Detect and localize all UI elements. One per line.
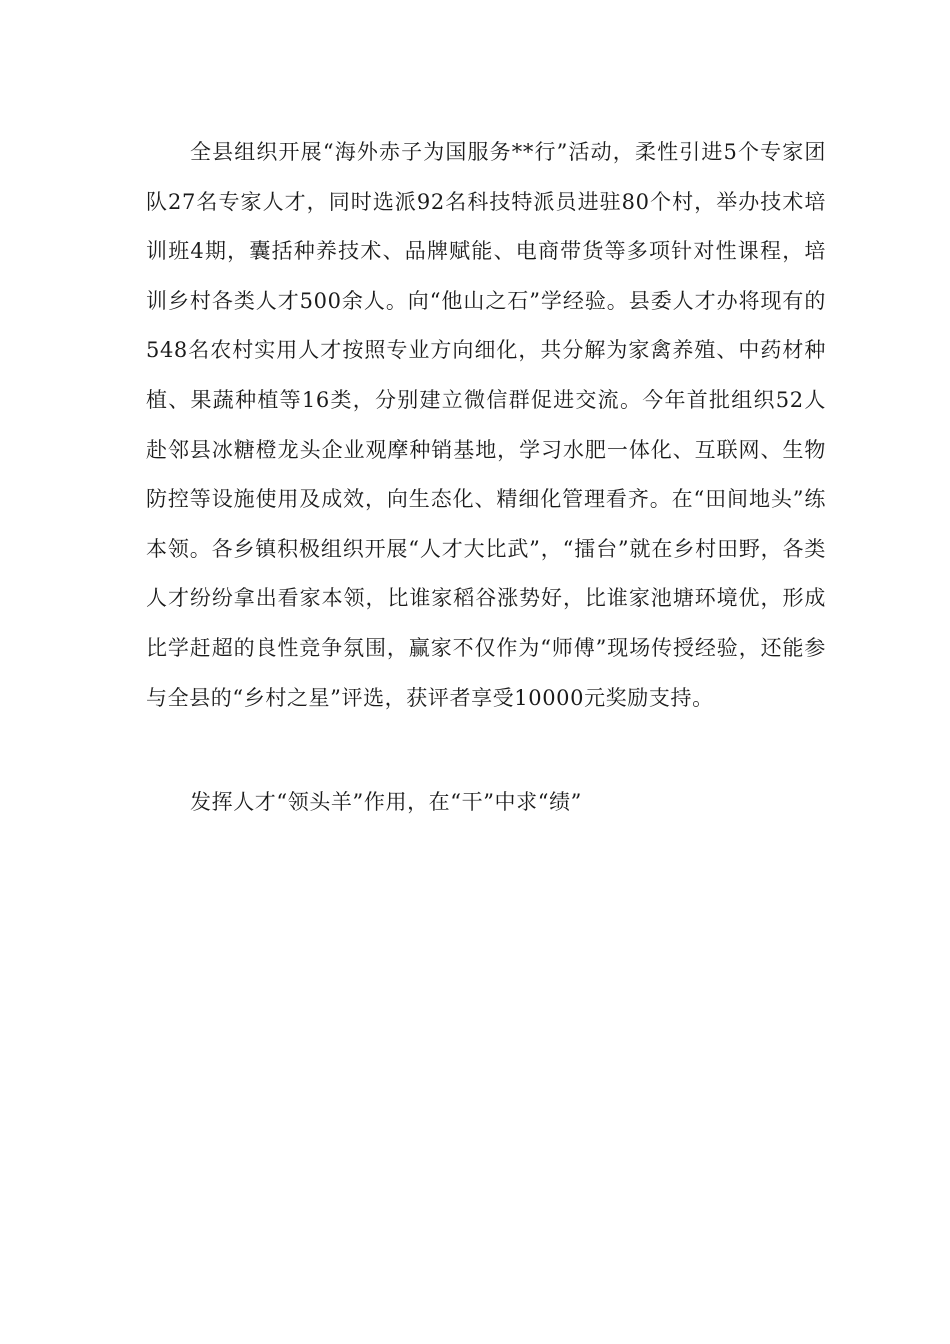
section-heading-paragraph: 发挥人才“领头羊”作用，在“干”中求“绩” xyxy=(190,790,583,814)
body-paragraph: 全县组织开展“海外赤子为国服务**行”活动，柔性引进5个专家团队27名专家人才，同时选派92名科技特派员进驻80个村，举办技术培训班4期，囊括种养技术、品牌赋能、电商带货等多项针对性课程，培训乡村各类人才500余人。向“他山之石”学经验。县委人才办将现有的548名农村实用人才按照专业方向细化，共分解为家禽养殖、中药材种植、果蔬种植等16类，分别建立微信群促进交流。今年首批组织52人赴邻县冰糖橙龙头企业观摩种销基地，学习水肥一体化、互联网、生物防控等设施使用及成效，向生态化、精细化管理看齐。在“田间地头”练本领。各乡镇积极组织开展“人才大比武”，“擂台”就在乡村田野，各类人才纷纷拿出看家本领，比谁家稻谷涨势好，比谁家池塘环境优，形成比学赶超的良性竞争氛围，赢家不仅作为“师傅”现场传授经验，还能参与全县的“乡村之星”评选，获评者享受10000元奖励支持。 xyxy=(146,140,826,710)
